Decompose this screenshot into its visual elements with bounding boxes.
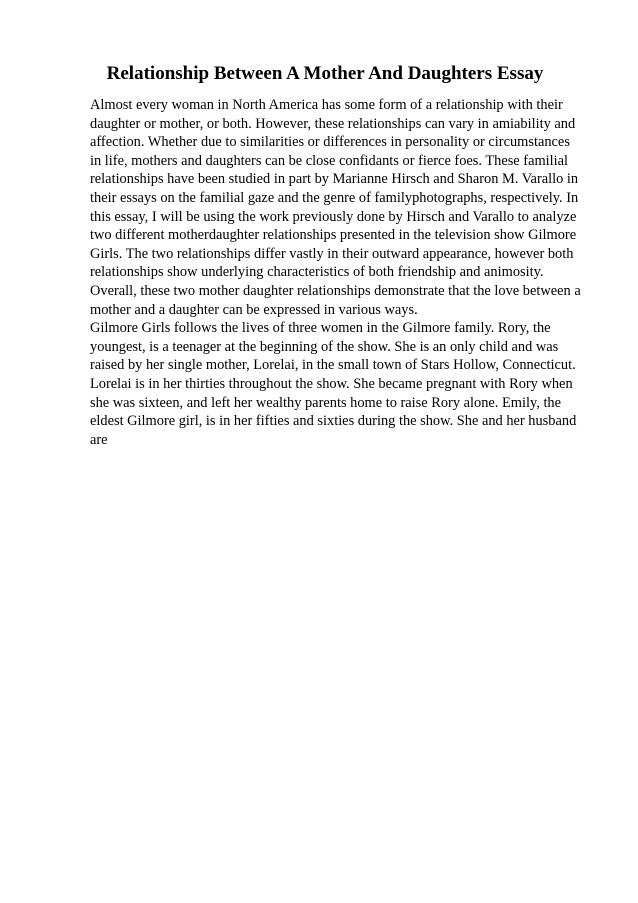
body-line: raised by her single mother, Lorelai, in the small town of Stars Hollow, Connecticut. bbox=[90, 357, 576, 374]
body-line: youngest, is a teenager at the beginning of the show. She is an only child and was bbox=[90, 338, 559, 355]
body-line: Almost every woman in North America has some form of a relationship with their bbox=[90, 97, 563, 113]
body-line: are bbox=[90, 431, 108, 448]
body-line: Overall, these two mother daughter relationships demonstrate that the love between a bbox=[90, 282, 581, 299]
body-line: Lorelai is in her thirties throughout the show. She became pregnant with Rory when bbox=[90, 375, 573, 392]
body-line: two different motherdaughter relationships presented in the television show Gilmore bbox=[90, 227, 577, 244]
body-line: relationships show underlying characteristics of both friendship and animosity. bbox=[90, 264, 544, 281]
document-title: Relationship Between A Mother And Daughters Essay bbox=[106, 63, 544, 84]
body-line: their essays on the familial gaze and the genre of familyphotographs, respectively. In bbox=[90, 189, 579, 206]
body-line: daughter or mother, or both. However, these relationships can vary in amiability and bbox=[90, 115, 576, 132]
document-body bbox=[90, 96, 600, 449]
body-line: in life, mothers and daughters can be close confidants or fierce foes. These familial bbox=[90, 152, 569, 169]
body-line: affection. Whether due to similarities or differences in personality or circumstances bbox=[90, 134, 570, 151]
body-line: Gilmore Girls follows the lives of three women in the Gilmore family. Rory, the bbox=[90, 320, 551, 337]
body-line: eldest Gilmore girl, is in her fifties and sixties during the show. She and her husband bbox=[90, 413, 577, 430]
body-line: Girls. The two relationships differ vastly in their outward appearance, however both bbox=[90, 245, 574, 262]
body-line: she was sixteen, and left her wealthy parents home to raise Rory alone. Emily, the bbox=[90, 394, 562, 411]
body-line: mother and a daughter can be expressed in various ways. bbox=[90, 301, 418, 318]
body-line: relationships have been studied in part by Marianne Hirsch and Sharon M. Varallo in bbox=[90, 171, 579, 188]
body-line: this essay, I will be using the work previously done by Hirsch and Varallo to analyze bbox=[90, 208, 577, 225]
